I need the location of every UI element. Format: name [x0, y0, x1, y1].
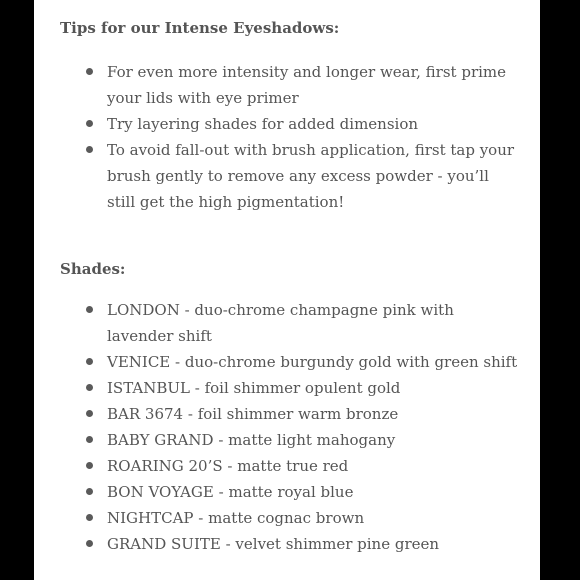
tip-text: Try layering shades for added dimension	[107, 115, 419, 133]
list-item	[34, 531, 540, 557]
shade-text: BON VOYAGE - matte royal blue	[107, 483, 354, 501]
shade-text: NIGHTCAP - matte cognac brown	[107, 509, 365, 527]
list-item	[34, 111, 540, 137]
tip-text: For even more intensity and longer wear, first prime your lids with eye primer	[107, 63, 507, 107]
tips-list	[34, 59, 540, 215]
bullet-icon	[86, 436, 93, 443]
list-item	[34, 479, 540, 505]
list-item	[34, 505, 540, 531]
bullet-icon	[86, 488, 93, 495]
bullet-icon	[86, 358, 93, 365]
shades-list	[34, 297, 540, 557]
bullet-icon	[86, 68, 93, 75]
shade-text: GRAND SUITE - velvet shimmer pine green	[107, 535, 440, 553]
bullet-icon	[86, 540, 93, 547]
shade-text: BAR 3674 - foil shimmer warm bronze	[107, 405, 399, 423]
list-item	[34, 375, 540, 401]
shade-text: ROARING 20’S - matte true red	[107, 457, 349, 475]
list-item	[34, 427, 540, 453]
bullet-icon	[86, 120, 93, 127]
bullet-icon	[86, 306, 93, 313]
bullet-icon	[86, 410, 93, 417]
shade-text: VENICE - duo-chrome burgundy gold with green shift	[107, 353, 518, 371]
shades-heading: Shades:	[60, 260, 126, 278]
bullet-icon	[86, 384, 93, 391]
list-item	[34, 453, 540, 479]
shade-text: BABY GRAND - matte light mahogany	[107, 431, 396, 449]
document-page	[34, 0, 540, 580]
shade-text: LONDON - duo-chrome champagne pink with lavender shift	[107, 301, 454, 345]
shade-text: ISTANBUL - foil shimmer opulent gold	[107, 379, 401, 397]
bullet-icon	[86, 146, 93, 153]
list-item	[34, 401, 540, 427]
bullet-icon	[86, 462, 93, 469]
tips-heading: Tips for our Intense Eyeshadows:	[60, 19, 340, 37]
tip-text: To avoid fall-out with brush application, first tap your brush gently to remove any excess powder - you’ll still get the high pigmentation!	[107, 141, 515, 211]
list-item	[34, 59, 540, 111]
list-item	[34, 349, 540, 375]
bullet-icon	[86, 514, 93, 521]
list-item	[34, 297, 540, 349]
list-item	[34, 137, 540, 215]
